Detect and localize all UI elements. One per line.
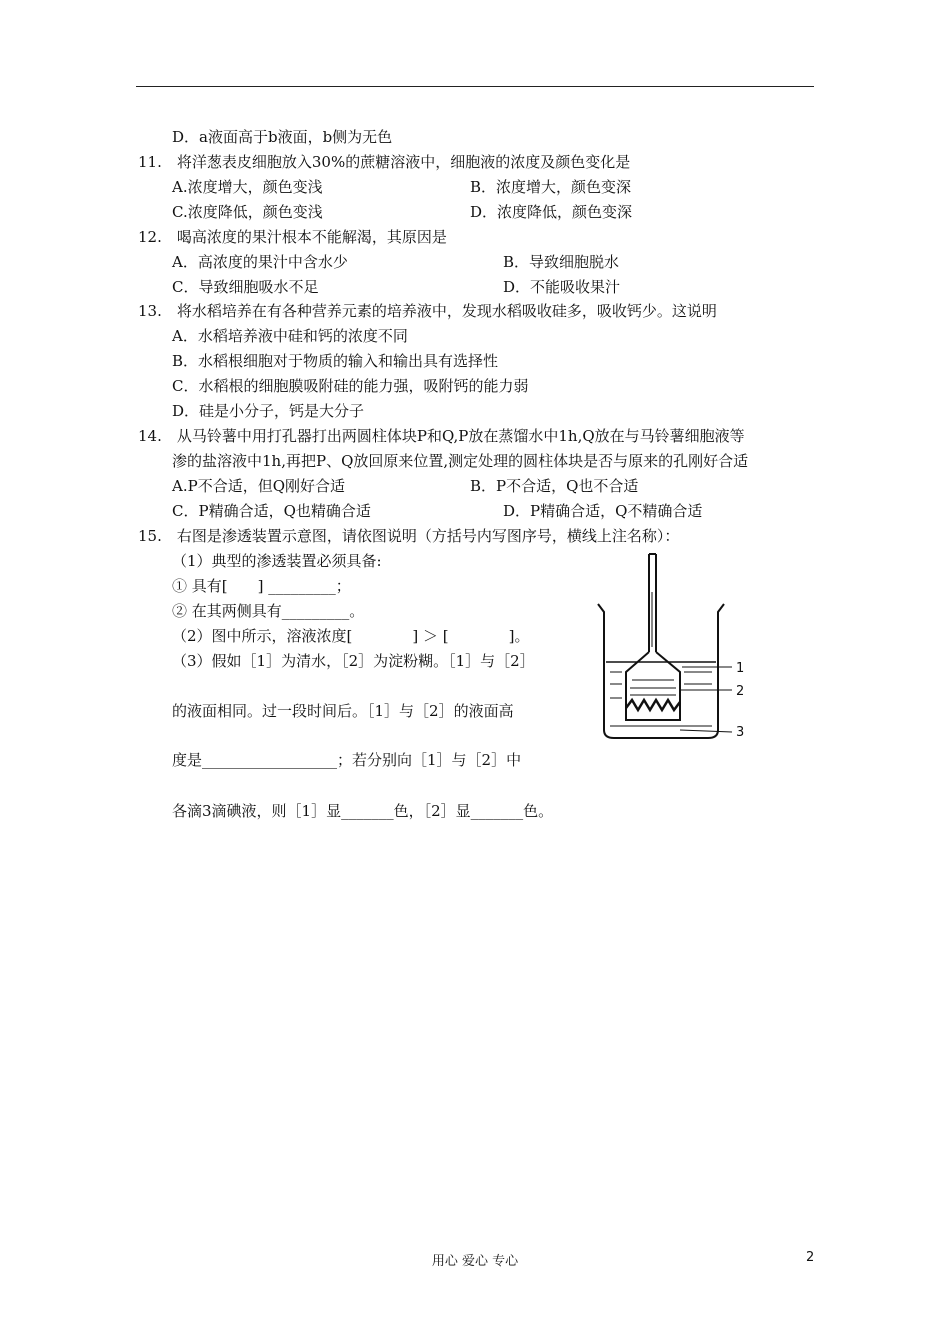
question-12: 12. 喝高浓度的果汁根本不能解渴，其原因是 bbox=[138, 228, 447, 246]
question-15-part3d: 各滴3滴碘液，则［1］显_______色，［2］显_______色。 bbox=[172, 802, 554, 820]
semipermeable-membrane bbox=[626, 700, 680, 710]
question-14: 14. 从马铃薯中用打孔器打出两圆柱体块P和Q,P放在蒸馏水中1h,Q放在与马铃薯细胞液等 bbox=[138, 427, 745, 445]
question-15-part1: （1）典型的渗透装置必须具备: bbox=[172, 552, 382, 570]
header-rule bbox=[136, 86, 814, 87]
question-15: 15. 右图是渗透装置示意图，请依图说明（方括号内写图序号，横线上注名称）： bbox=[138, 527, 680, 545]
option-12d: D．不能吸收果汁 bbox=[503, 278, 621, 296]
page-footer: 用心 爱心 专心 bbox=[431, 1254, 519, 1269]
figure-label-2: 2 bbox=[736, 684, 745, 699]
question-11: 11. 将洋葱表皮细胞放入30%的蔗糖溶液中，细胞液的浓度及颜色变化是 bbox=[138, 153, 631, 171]
option-14a: A.P不合适，但Q刚好合适 bbox=[172, 477, 345, 495]
question-13: 13. 将水稻培养在有各种营养元素的培养液中，发现水稻吸收硅多，吸收钙少。这说明 bbox=[138, 302, 717, 320]
option-13d: D．硅是小分子，钙是大分子 bbox=[172, 402, 365, 420]
option-14d: D．P精确合适，Q不精确合适 bbox=[503, 502, 703, 520]
osmosis-apparatus-figure bbox=[596, 552, 756, 742]
question-15-part2: （2）图中所示，溶液浓度[ ] ＞ [ ]。 bbox=[172, 627, 530, 645]
question-14-cont: 渗的盐溶液中1h,再把P、Q放回原来位置,测定处理的圆柱体块是否与原来的孔刚好合适 bbox=[172, 452, 749, 470]
option-13b: B．水稻根细胞对于物质的输入和输出具有选择性 bbox=[172, 352, 499, 370]
question-15-part3c: 度是__________________；若分别向［1］与［2］中 bbox=[172, 751, 522, 769]
option-11b: B．浓度增大，颜色变深 bbox=[470, 178, 632, 196]
figure-label-3: 3 bbox=[736, 725, 745, 740]
option-11a: A.浓度增大，颜色变浅 bbox=[172, 178, 323, 196]
option-11d: D．浓度降低，颜色变深 bbox=[470, 203, 633, 221]
option-13c: C．水稻根的细胞膜吸附硅的能力强，吸附钙的能力弱 bbox=[172, 377, 529, 395]
option-14b: B．P不合适，Q也不合适 bbox=[470, 477, 639, 495]
page-number: 2 bbox=[806, 1250, 815, 1265]
question-15-part1a: ① 具有[ ] _________； bbox=[172, 577, 351, 595]
question-15-part3b: 的液面相同。过一段时间后。［1］与［2］的液面高 bbox=[172, 702, 514, 720]
option-12b: B．导致细胞脱水 bbox=[503, 253, 620, 271]
option-12a: A．高浓度的果汁中含水少 bbox=[172, 253, 348, 271]
option-10d: D．a液面高于b液面，b侧为无色 bbox=[172, 128, 393, 146]
beaker-outline bbox=[598, 604, 724, 738]
option-11c: C.浓度降低，颜色变浅 bbox=[172, 203, 323, 221]
figure-label-1: 1 bbox=[736, 661, 745, 676]
option-13a: A．水稻培养液中硅和钙的浓度不同 bbox=[172, 327, 408, 345]
option-12c: C．导致细胞吸水不足 bbox=[172, 278, 319, 296]
option-14c: C．P精确合适，Q也精确合适 bbox=[172, 502, 371, 520]
question-15-part3: （3）假如［1］为清水，［2］为淀粉糊。［1］与［2］ bbox=[172, 652, 535, 670]
question-15-part1b: ② 在其两侧具有_________。 bbox=[172, 602, 365, 620]
